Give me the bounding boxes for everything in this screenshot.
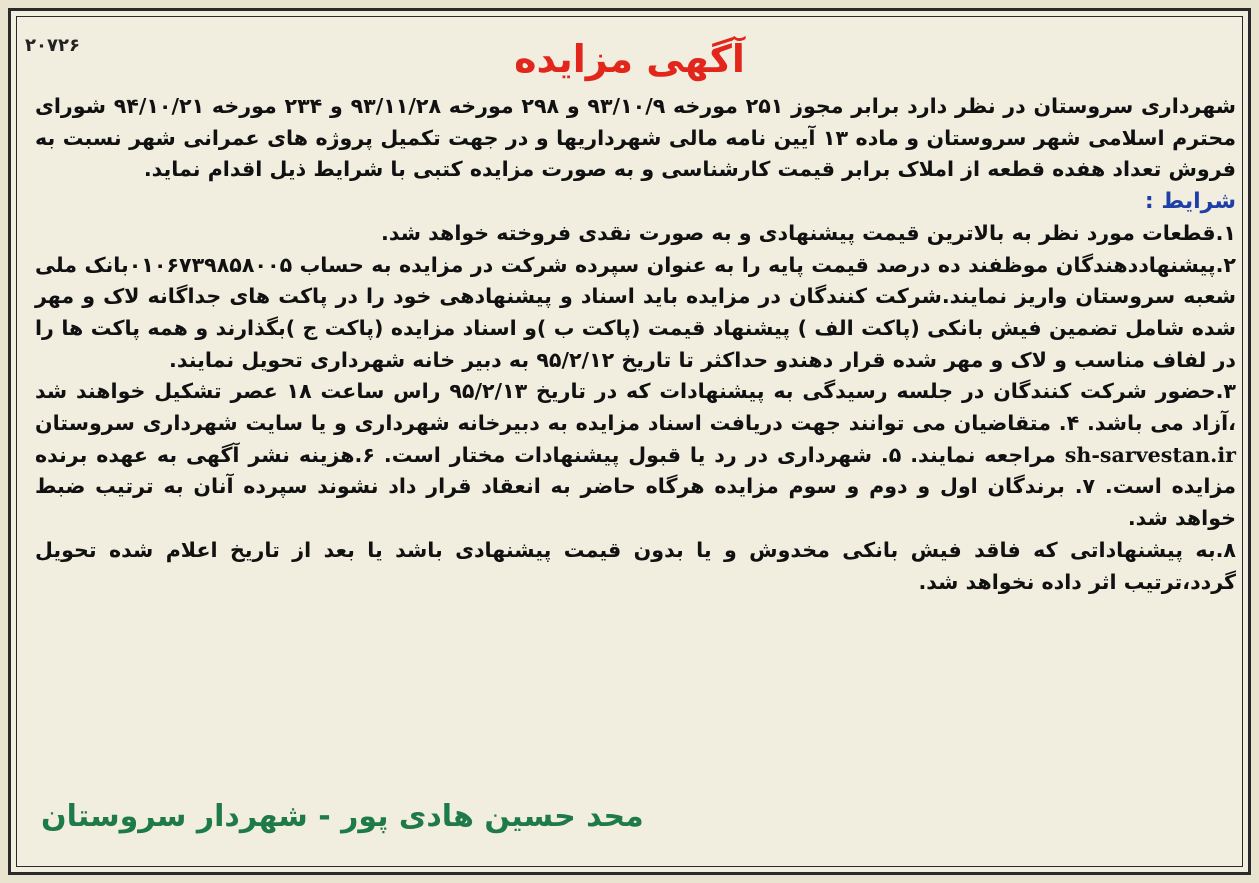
conditions-heading: شرایط : [1144, 189, 1236, 215]
intro-paragraph: شهرداری سروستان در نظر دارد برابر مجوز ۲۵۱ مورخه ۹۳/۱۰/۹ و ۲۹۸ مورخه ۹۳/۱۱/۲۸ و ۲۳۴ مورخه ۹۴/۱۰/۲۱ شورای محترم اسلامی شهر سروستان و ماده ۱۳ آیین نامه مالی شهرداریها و در جهت تکمیل پروژه های عمرانی شهر نسبت به فروش تعداد هفده قطعه از املاک برابر قیمت کارشناسی و به صورت مزایده کتبی با شرایط ذیل اقدام نماید. [35, 94, 1237, 182]
condition-1: ۱.قطعات مورد نظر به بالاترین قیمت پیشنهادی و به صورت نقدی فروخته خواهد شد. [381, 220, 1236, 245]
condition-4-suffix: مراجعه نمایند. [910, 442, 1056, 467]
ad-frame [8, 8, 1251, 875]
condition-6: ۶.هزینه نشر آگهی به عهده برنده مزایده است. [35, 442, 1237, 499]
condition-3: ۳.حضور شرکت کنندگان در جلسه رسیدگی به پیشنهادات که در تاریخ ۹۵/۲/۱۳ راس ساعت ۱۸ عصر تشکیل خواهند شد ،آزاد می باشد. [35, 379, 1236, 436]
condition-7: ۷. برندگان اول و دوم و سوم مزایده هرگاه حاضر به انعقاد قرار داد نشوند سپرده آنان به ترتیب ضبط خواهد شد. [35, 474, 1236, 531]
condition-8: ۸.به پیشنهاداتی که فاقد فیش بانکی مخدوش و یا بدون قیمت پیشنهادی باشد یا بعد از تاریخ اعلام شده تحویل گردد،ترتیب اثر داده نخواهد شد. [35, 537, 1236, 594]
ad-title: آگهی مزایده [514, 37, 745, 81]
condition-4-prefix: ۴. متقاضیان می توانند جهت دریافت اسناد مزایده به دبیرخانه شهرداری و یا سایت شهرداری سروستان [35, 411, 1080, 436]
condition-2: ۲.پیشنهاددهندگان موظفند ده درصد قیمت پایه را به عنوان سپرده شرکت در مزایده به حساب ۰۱۰۶۷۳۹۸۵۸۰۰۵بانک ملی شعبه سروستان واریز نمایند.شرکت کنندگان در مزایده باید اسناد و پیشنهادهی خود را در پاکت های جداگانه لاک و مهر شده شامل تضمین فیش بانکی (پاکت الف ) پیشنهاد قیمت (پاکت ب )و اسناد مزایده (پاکت ج )بگذارند و همه پاکت ها را در لفاف مناسب و لاک و مهر شده قرار دهندو حداکثر تا تاریخ ۹۵/۲/۱۲ به دبیر خانه شهرداری تحویل نمایند. [35, 252, 1236, 372]
conditions-3-to-7 [35, 376, 1236, 535]
ad-number: ۲۰۷۲۶ [25, 35, 80, 56]
website-link[interactable]: sh-sarvestan.ir [1064, 442, 1237, 467]
ad-body [35, 91, 1236, 598]
signature: محد حسین هادی پور - شهردار سروستان [41, 799, 644, 834]
condition-5: ۵. شهرداری در رد یا قبول پیشنهادات مختار است. [383, 442, 902, 467]
